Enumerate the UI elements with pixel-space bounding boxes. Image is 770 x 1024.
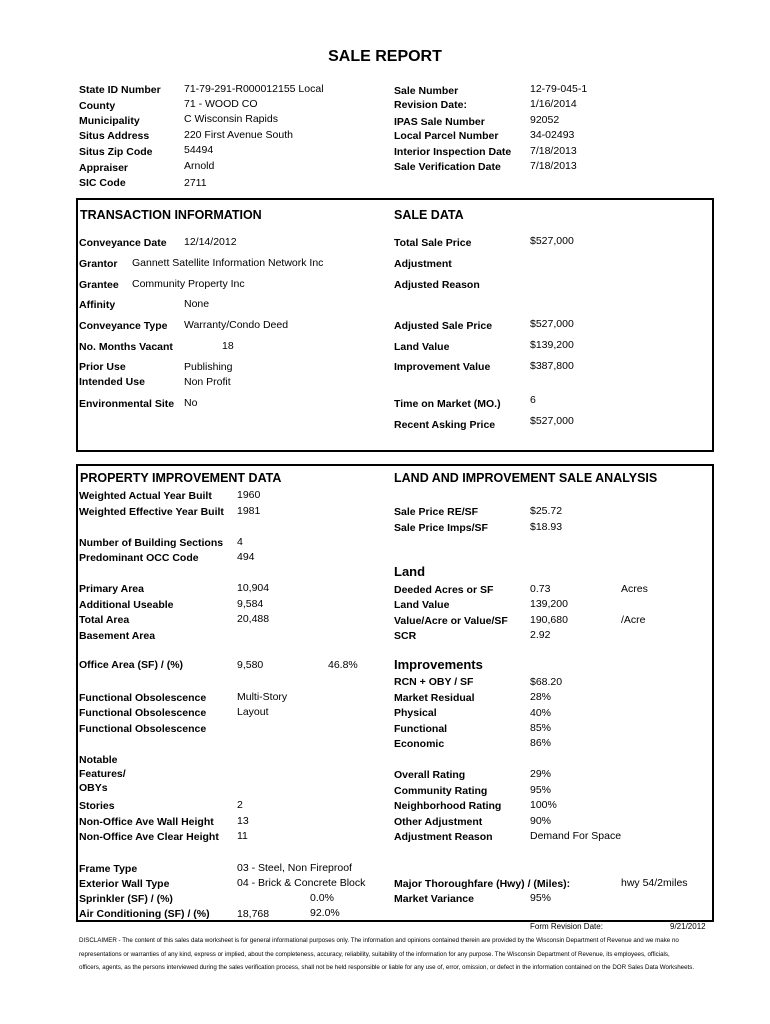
price-imps-value: $18.93 xyxy=(530,521,563,533)
total-area-label: Total Area xyxy=(79,614,130,626)
adjusted-reason-label: Adjusted Reason xyxy=(394,279,480,291)
adj-reason-label: Adjustment Reason xyxy=(394,831,493,843)
adj-reason-value: Demand For Space xyxy=(530,830,622,842)
market-residual-value: 28% xyxy=(530,691,552,703)
local-parcel-value: 34-02493 xyxy=(530,129,575,141)
sale-number-value: 12-79-045-1 xyxy=(530,83,588,95)
ipas-label: IPAS Sale Number xyxy=(394,116,485,128)
sale-data-title: SALE DATA xyxy=(394,208,464,222)
market-variance-value: 95% xyxy=(530,892,552,904)
market-residual-label: Market Residual xyxy=(394,692,475,704)
market-variance-label: Market Variance xyxy=(394,893,474,905)
additional-label: Additional Useable xyxy=(79,599,174,611)
land-heading: Land xyxy=(394,564,426,579)
price-imps-label: Sale Price Imps/SF xyxy=(394,522,488,534)
situs-address-label: Situs Address xyxy=(79,130,150,142)
value-acre-unit: /Acre xyxy=(621,614,646,626)
additional-value: 9,584 xyxy=(237,598,264,610)
value-acre-label: Value/Acre or Value/SF xyxy=(394,615,508,627)
sprinkler-pct-value: 0.0% xyxy=(310,892,334,904)
form-revision-date: 9/21/2012 xyxy=(670,922,706,931)
conveyance-type-value: Warranty/Condo Deed xyxy=(184,319,289,331)
thoroughfare-value: hwy 54/2miles xyxy=(621,877,688,889)
deeded-unit: Acres xyxy=(621,583,648,595)
months-vacant-value: 18 xyxy=(222,340,234,352)
deeded-value: 0.73 xyxy=(530,583,551,595)
wall-height-value: 13 xyxy=(237,815,249,827)
wall-height-label: Non-Office Ave Wall Height xyxy=(79,816,214,828)
revision-date-label: Revision Date: xyxy=(394,99,467,111)
notable-label-2: Features/ xyxy=(79,768,126,780)
situs-zip-value: 54494 xyxy=(184,144,214,156)
wayb-value: 1960 xyxy=(237,489,261,501)
interior-inspection-label: Interior Inspection Date xyxy=(394,146,512,158)
total-sale-price-label: Total Sale Price xyxy=(394,237,472,249)
physical-value: 40% xyxy=(530,707,552,719)
other-adj-label: Other Adjustment xyxy=(394,816,483,828)
deeded-label: Deeded Acres or SF xyxy=(394,584,494,596)
sections-label: Number of Building Sections xyxy=(79,537,224,549)
community-value: 95% xyxy=(530,784,552,796)
sale-number-label: Sale Number xyxy=(394,85,459,97)
analysis-title: LAND AND IMPROVEMENT SALE ANALYSIS xyxy=(394,471,658,485)
env-site-value: No xyxy=(184,397,198,409)
functional-value: 85% xyxy=(530,722,552,734)
weyb-label: Weighted Effective Year Built xyxy=(79,506,224,518)
clear-height-label: Non-Office Ave Clear Height xyxy=(79,831,219,843)
revision-date-value: 1/16/2014 xyxy=(530,98,577,110)
price-re-value: $25.72 xyxy=(530,505,563,517)
price-re-label: Sale Price RE/SF xyxy=(394,506,479,518)
analysis-land-value: 139,200 xyxy=(530,598,568,610)
conveyance-type-label: Conveyance Type xyxy=(79,320,168,332)
affinity-value: None xyxy=(184,298,210,310)
primary-area-label: Primary Area xyxy=(79,583,144,595)
adjustment-label: Adjustment xyxy=(394,258,452,270)
disclaimer-line-2: representations or warranties of any kind, express or implied, about the completeness, accuracy, reliability, suitability of the information for any purpose. The Wisconsin Department of Revenue, its employees, officials, xyxy=(79,951,670,958)
recent-asking-value: $527,000 xyxy=(530,415,574,427)
municipality-label: Municipality xyxy=(79,115,140,127)
recent-asking-label: Recent Asking Price xyxy=(394,419,496,431)
analysis-land-value-label: Land Value xyxy=(394,599,450,611)
ac-pct-value: 92.0% xyxy=(310,907,340,919)
months-vacant-label: No. Months Vacant xyxy=(79,341,173,353)
adjusted-sale-price-value: $527,000 xyxy=(530,318,574,330)
occ-label: Predominant OCC Code xyxy=(79,552,199,564)
situs-zip-label: Situs Zip Code xyxy=(79,146,153,158)
occ-value: 494 xyxy=(237,551,255,563)
county-label: County xyxy=(79,100,116,112)
grantee-value: Community Property Inc xyxy=(132,278,245,290)
ac-sf-value: 18,768 xyxy=(237,908,270,920)
sale-verification-label: Sale Verification Date xyxy=(394,161,501,173)
time-on-market-label: Time on Market (MO.) xyxy=(394,398,501,410)
grantor-label: Grantor xyxy=(79,258,118,270)
sprinkler-label: Sprinkler (SF) / (%) xyxy=(79,893,173,905)
economic-value: 86% xyxy=(530,737,552,749)
improvement-value-value: $387,800 xyxy=(530,360,574,372)
conveyance-date-label: Conveyance Date xyxy=(79,237,167,249)
sic-code-value: 2711 xyxy=(184,177,207,189)
conveyance-date-value: 12/14/2012 xyxy=(184,236,237,248)
value-acre-value: 190,680 xyxy=(530,614,568,626)
disclaimer-line-3: officers, agents, as the persons interviewed during the sales verification process, shall not be held responsible or liable for any use of, error, omission, or defect in the information contained on the DOR Sales Data Worksheets. xyxy=(79,964,695,971)
scr-value: 2.92 xyxy=(530,629,551,641)
stories-value: 2 xyxy=(237,799,243,811)
property-title: PROPERTY IMPROVEMENT DATA xyxy=(80,471,282,485)
overall-value: 29% xyxy=(530,768,552,780)
fo3-label: Functional Obsolescence xyxy=(79,723,207,735)
adjusted-sale-price-label: Adjusted Sale Price xyxy=(394,320,493,332)
neighborhood-value: 100% xyxy=(530,799,557,811)
clear-height-value: 11 xyxy=(237,830,248,842)
ext-wall-label: Exterior Wall Type xyxy=(79,878,170,890)
county-value: 71 - WOOD CO xyxy=(184,98,258,110)
fo1-label: Functional Obsolescence xyxy=(79,692,207,704)
primary-area-value: 10,904 xyxy=(237,582,270,594)
fo2-value: Layout xyxy=(237,706,269,718)
page-title: SALE REPORT xyxy=(328,48,442,65)
weyb-value: 1981 xyxy=(237,505,261,517)
appraiser-value: Arnold xyxy=(184,160,215,172)
municipality-value: C Wisconsin Rapids xyxy=(184,113,278,125)
env-site-label: Environmental Site xyxy=(79,398,175,410)
intended-use-value: Non Profit xyxy=(184,376,231,388)
rcn-label: RCN + OBY / SF xyxy=(394,676,474,688)
stories-label: Stories xyxy=(79,800,115,812)
improvement-value-label: Improvement Value xyxy=(394,361,491,373)
fo2-label: Functional Obsolescence xyxy=(79,707,207,719)
frame-value: 03 - Steel, Non Fireproof xyxy=(237,862,352,874)
transaction-title: TRANSACTION INFORMATION xyxy=(80,208,262,222)
state-id-value: 71-79-291-R000012155 Local xyxy=(184,83,324,95)
frame-label: Frame Type xyxy=(79,863,138,875)
notable-label-3: OBYs xyxy=(79,782,108,794)
land-value-value: $139,200 xyxy=(530,339,574,351)
disclaimer-line-1: DISCLAIMER - The content of this sales data worksheet is for general informational purposes only. The information and opinions contained therein are provided by the Wisconsin Department of Revenue and we make no xyxy=(79,937,679,944)
scr-label: SCR xyxy=(394,630,417,642)
ipas-value: 92052 xyxy=(530,114,560,126)
grantee-label: Grantee xyxy=(79,279,119,291)
land-value-label: Land Value xyxy=(394,341,450,353)
other-adj-value: 90% xyxy=(530,815,552,827)
functional-label: Functional xyxy=(394,723,448,735)
sic-code-label: SIC Code xyxy=(79,177,126,189)
prior-use-label: Prior Use xyxy=(79,361,126,373)
fo1-value: Multi-Story xyxy=(237,691,288,703)
notable-label-1: Notable xyxy=(79,754,118,766)
basement-label: Basement Area xyxy=(79,630,156,642)
interior-inspection-value: 7/18/2013 xyxy=(530,145,577,157)
office-pct-value: 46.8% xyxy=(328,659,358,671)
appraiser-label: Appraiser xyxy=(79,162,129,174)
affinity-label: Affinity xyxy=(79,299,116,311)
physical-label: Physical xyxy=(394,707,437,719)
form-revision-label: Form Revision Date: xyxy=(530,922,603,931)
neighborhood-label: Neighborhood Rating xyxy=(394,800,502,812)
thoroughfare-label: Major Thoroughfare (Hwy) / (Miles): xyxy=(394,878,571,890)
rcn-value: $68.20 xyxy=(530,676,563,688)
grantor-value: Gannett Satellite Information Network Inc xyxy=(132,257,324,269)
ac-label: Air Conditioning (SF) / (%) xyxy=(79,908,210,920)
office-label: Office Area (SF) / (%) xyxy=(79,659,184,671)
situs-address-value: 220 First Avenue South xyxy=(184,129,293,141)
office-sf-value: 9,580 xyxy=(237,659,264,671)
ext-wall-value: 04 - Brick & Concrete Block xyxy=(237,877,366,889)
local-parcel-label: Local Parcel Number xyxy=(394,130,499,142)
state-id-label: State ID Number xyxy=(79,84,161,96)
total-area-value: 20,488 xyxy=(237,613,270,625)
sections-value: 4 xyxy=(237,536,243,548)
total-sale-price-value: $527,000 xyxy=(530,235,574,247)
improvements-heading: Improvements xyxy=(394,657,483,672)
economic-label: Economic xyxy=(394,738,445,750)
sale-verification-value: 7/18/2013 xyxy=(530,160,577,172)
prior-use-value: Publishing xyxy=(184,361,233,373)
time-on-market-value: 6 xyxy=(530,394,536,406)
community-label: Community Rating xyxy=(394,785,488,797)
overall-label: Overall Rating xyxy=(394,769,466,781)
intended-use-label: Intended Use xyxy=(79,376,145,388)
wayb-label: Weighted Actual Year Built xyxy=(79,490,212,502)
